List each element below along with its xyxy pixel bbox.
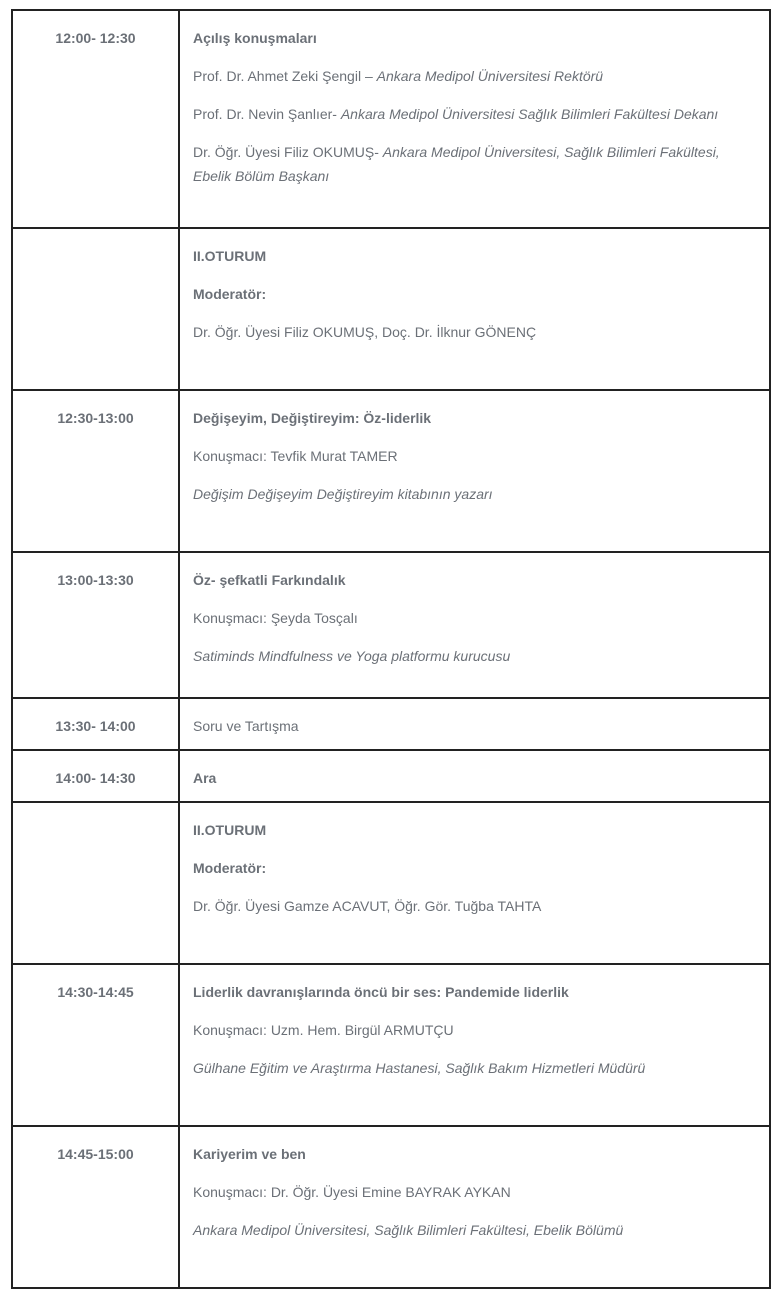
moderator-names: Dr. Öğr. Üyesi Filiz OKUMUŞ, Doç. Dr. İlknur GÖNENÇ (193, 324, 537, 340)
session-time: 14:45-15:00 (57, 1146, 134, 1162)
time-cell (12, 698, 179, 750)
session-title: Öz- şefkatli Farkındalık (193, 572, 346, 588)
content-cell (179, 390, 770, 552)
table-row (12, 964, 770, 1126)
speaker-role: Ankara Medipol Üniversitesi Rektörü (376, 68, 604, 84)
time-cell (12, 1126, 179, 1288)
content-cell (179, 228, 770, 390)
moderator-label: Moderatör: (193, 286, 267, 302)
table-row (12, 390, 770, 552)
speaker-name: Prof. Dr. Ahmet Zeki Şengil – (193, 68, 377, 84)
speaker-line: Konuşmacı: Şeyda Tosçalı (193, 610, 358, 626)
content-cell (179, 802, 770, 964)
content-cell (179, 10, 770, 228)
session-time: 12:00- 12:30 (55, 30, 136, 46)
session-time (13, 803, 178, 822)
time-cell (12, 964, 179, 1126)
speaker-affiliation: Gülhane Eğitim ve Araştırma Hastanesi, Sağlık Bakım Hizmetleri Müdürü (193, 1060, 646, 1076)
session-title: II.OTURUM (193, 822, 267, 838)
table-row (12, 228, 770, 390)
moderator-names: Dr. Öğr. Üyesi Gamze ACAVUT, Öğr. Gör. Tuğba TAHTA (193, 898, 542, 914)
speaker-line: Konuşmacı: Uzm. Hem. Birgül ARMUTÇU (193, 1022, 454, 1038)
session-time: 13:30- 14:00 (55, 718, 136, 734)
session-title: Değişeyim, Değiştireyim: Öz-liderlik (193, 410, 432, 426)
speaker-role: Ankara Medipol Üniversitesi, Sağlık Bilimleri Fakültesi, Ebelik Bölüm Başkanı (193, 144, 720, 184)
session-title: Soru ve Tartışma (193, 718, 299, 734)
program-schedule-table (11, 9, 771, 1289)
table-row (12, 750, 770, 802)
session-title: Açılış konuşmaları (193, 30, 317, 46)
table-row (12, 698, 770, 750)
session-title: Ara (193, 770, 217, 786)
speaker-line (193, 64, 757, 88)
time-cell (12, 228, 179, 390)
speaker-line (193, 140, 757, 188)
session-title: Liderlik davranışlarında öncü bir ses: Pandemide liderlik (193, 984, 569, 1000)
session-time: 14:30-14:45 (57, 984, 134, 1000)
content-cell (179, 964, 770, 1126)
session-title: II.OTURUM (193, 248, 267, 264)
speaker-affiliation: Değişim Değişeyim Değiştireyim kitabının yazarı (193, 486, 493, 502)
speaker-line: Konuşmacı: Tevfik Murat TAMER (193, 448, 398, 464)
speaker-name: Dr. Öğr. Üyesi Filiz OKUMUŞ- (193, 144, 383, 160)
speaker-affiliation: Satiminds Mindfulness ve Yoga platformu kurucusu (193, 648, 511, 664)
speaker-line: Konuşmacı: Dr. Öğr. Üyesi Emine BAYRAK AYKAN (193, 1184, 511, 1200)
moderator-label: Moderatör: (193, 860, 267, 876)
content-cell (179, 750, 770, 802)
time-cell (12, 552, 179, 698)
session-time: 14:00- 14:30 (55, 770, 136, 786)
time-cell (12, 750, 179, 802)
table-row (12, 10, 770, 228)
content-cell (179, 552, 770, 698)
table-row (12, 552, 770, 698)
table-row (12, 802, 770, 964)
content-cell (179, 698, 770, 750)
time-cell (12, 10, 179, 228)
session-time: 13:00-13:30 (57, 572, 134, 588)
content-cell (179, 1126, 770, 1288)
table-row (12, 1126, 770, 1288)
speaker-role: Ankara Medipol Üniversitesi Sağlık Bilimleri Fakültesi Dekanı (340, 106, 719, 122)
time-cell (12, 390, 179, 552)
speaker-name: Prof. Dr. Nevin Şanlıer- (193, 106, 341, 122)
session-time: 12:30-13:00 (57, 410, 134, 426)
session-title: Kariyerim ve ben (193, 1146, 306, 1162)
speaker-line (193, 102, 757, 126)
session-time (13, 229, 178, 248)
speaker-affiliation: Ankara Medipol Üniversitesi, Sağlık Bilimleri Fakültesi, Ebelik Bölümü (193, 1222, 624, 1238)
time-cell (12, 802, 179, 964)
